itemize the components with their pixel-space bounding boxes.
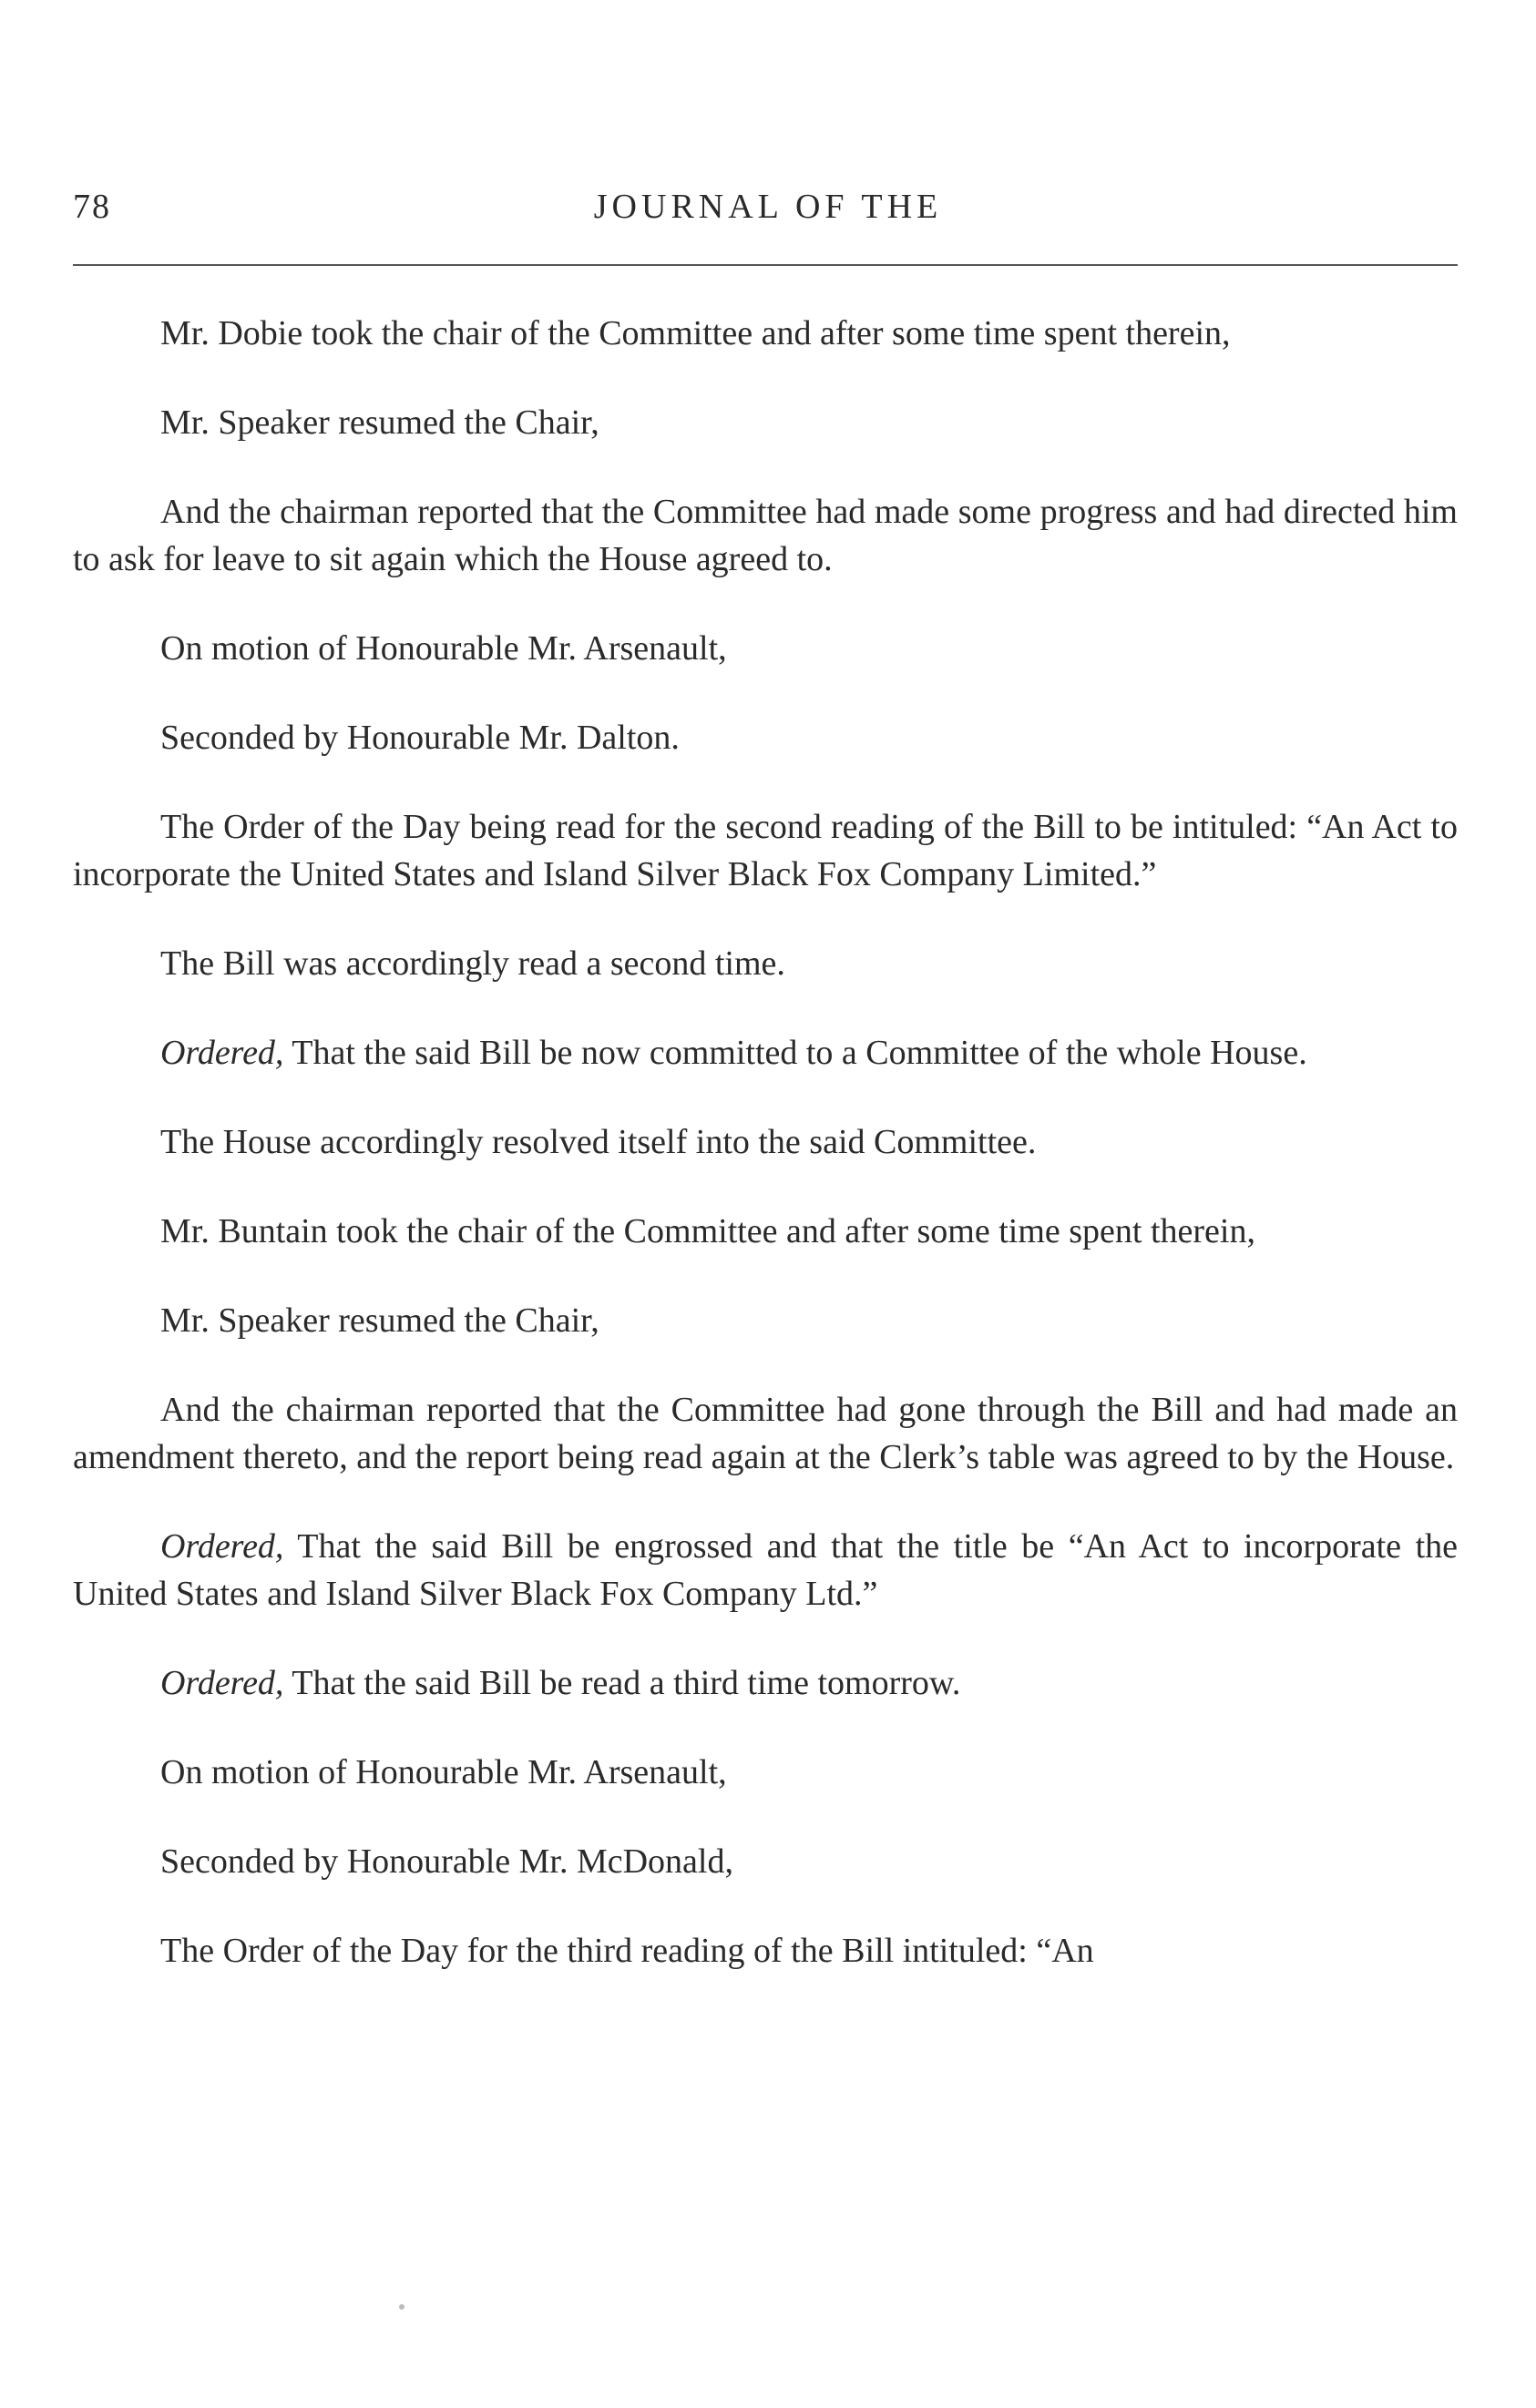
paragraph bbox=[73, 940, 1458, 987]
paragraph-text: The House accordingly resolved itself into the said Committee. bbox=[160, 1123, 1037, 1161]
header-rule bbox=[73, 264, 1458, 266]
paragraph bbox=[73, 1208, 1458, 1255]
page-number: 78 bbox=[73, 188, 111, 226]
paragraph bbox=[73, 399, 1458, 446]
paragraph bbox=[73, 1523, 1458, 1617]
paragraph-lead: Ordered, bbox=[160, 1664, 284, 1702]
paragraph-text: That the said Bill be now committed to a Committee of the whole House. bbox=[283, 1034, 1307, 1072]
paragraph bbox=[73, 714, 1458, 761]
paragraph-text: On motion of Honourable Mr. Arsenault, bbox=[160, 629, 727, 668]
paragraph bbox=[73, 1927, 1458, 1974]
paragraph bbox=[73, 1386, 1458, 1481]
paragraph bbox=[73, 625, 1458, 672]
paragraph-text: Mr. Buntain took the chair of the Committee and after some time spent therein, bbox=[160, 1212, 1255, 1250]
journal-body bbox=[73, 310, 1458, 1974]
paragraph bbox=[73, 1838, 1458, 1885]
paragraph-text: Seconded by Honourable Mr. Dalton. bbox=[160, 719, 680, 757]
paragraph bbox=[73, 1029, 1458, 1076]
paragraph-text: The Order of the Day for the third reading of the Bill intituled: “An bbox=[160, 1932, 1094, 1970]
paragraph-text: And the chairman reported that the Committee had gone through the Bill and had made an amendment thereto, and the report being read again at the Clerk’s table was agreed to by the House. bbox=[73, 1391, 1458, 1476]
paragraph-text: Mr. Speaker resumed the Chair, bbox=[160, 1301, 599, 1340]
paragraph bbox=[73, 1118, 1458, 1166]
paragraph bbox=[73, 1749, 1458, 1796]
paragraph-text: On motion of Honourable Mr. Arsenault, bbox=[160, 1753, 727, 1791]
paragraph-text: And the chairman reported that the Committee had made some progress and had directed him to ask for leave to sit again which the House agreed to. bbox=[73, 493, 1458, 578]
paragraph-text: That the said Bill be engrossed and that the title be “An Act to incorporate the United States and Island Silver Black Fox Company Ltd.” bbox=[73, 1527, 1458, 1613]
running-head: JOURNAL OF THE bbox=[593, 188, 943, 226]
paragraph bbox=[73, 488, 1458, 583]
paragraph-text: That the said Bill be read a third time tomorrow. bbox=[283, 1664, 961, 1702]
paragraph-text: Mr. Dobie took the chair of the Committee and after some time spent therein, bbox=[160, 314, 1231, 352]
paragraph-lead: Ordered, bbox=[160, 1034, 284, 1072]
paragraph-text: Seconded by Honourable Mr. McDonald, bbox=[160, 1842, 733, 1881]
paper-speck bbox=[399, 2304, 404, 2310]
paragraph-text: Mr. Speaker resumed the Chair, bbox=[160, 403, 599, 442]
paragraph bbox=[73, 1659, 1458, 1707]
paragraph bbox=[73, 310, 1458, 357]
paragraph-lead: Ordered, bbox=[160, 1527, 284, 1566]
paragraph bbox=[73, 803, 1458, 898]
paragraph-text: The Order of the Day being read for the second reading of the Bill to be intituled: “An Act to incorporate the United States and Island Silver Black Fox Company Limited.” bbox=[73, 808, 1458, 893]
paragraph-text: The Bill was accordingly read a second time. bbox=[160, 944, 785, 983]
paragraph bbox=[73, 1297, 1458, 1344]
